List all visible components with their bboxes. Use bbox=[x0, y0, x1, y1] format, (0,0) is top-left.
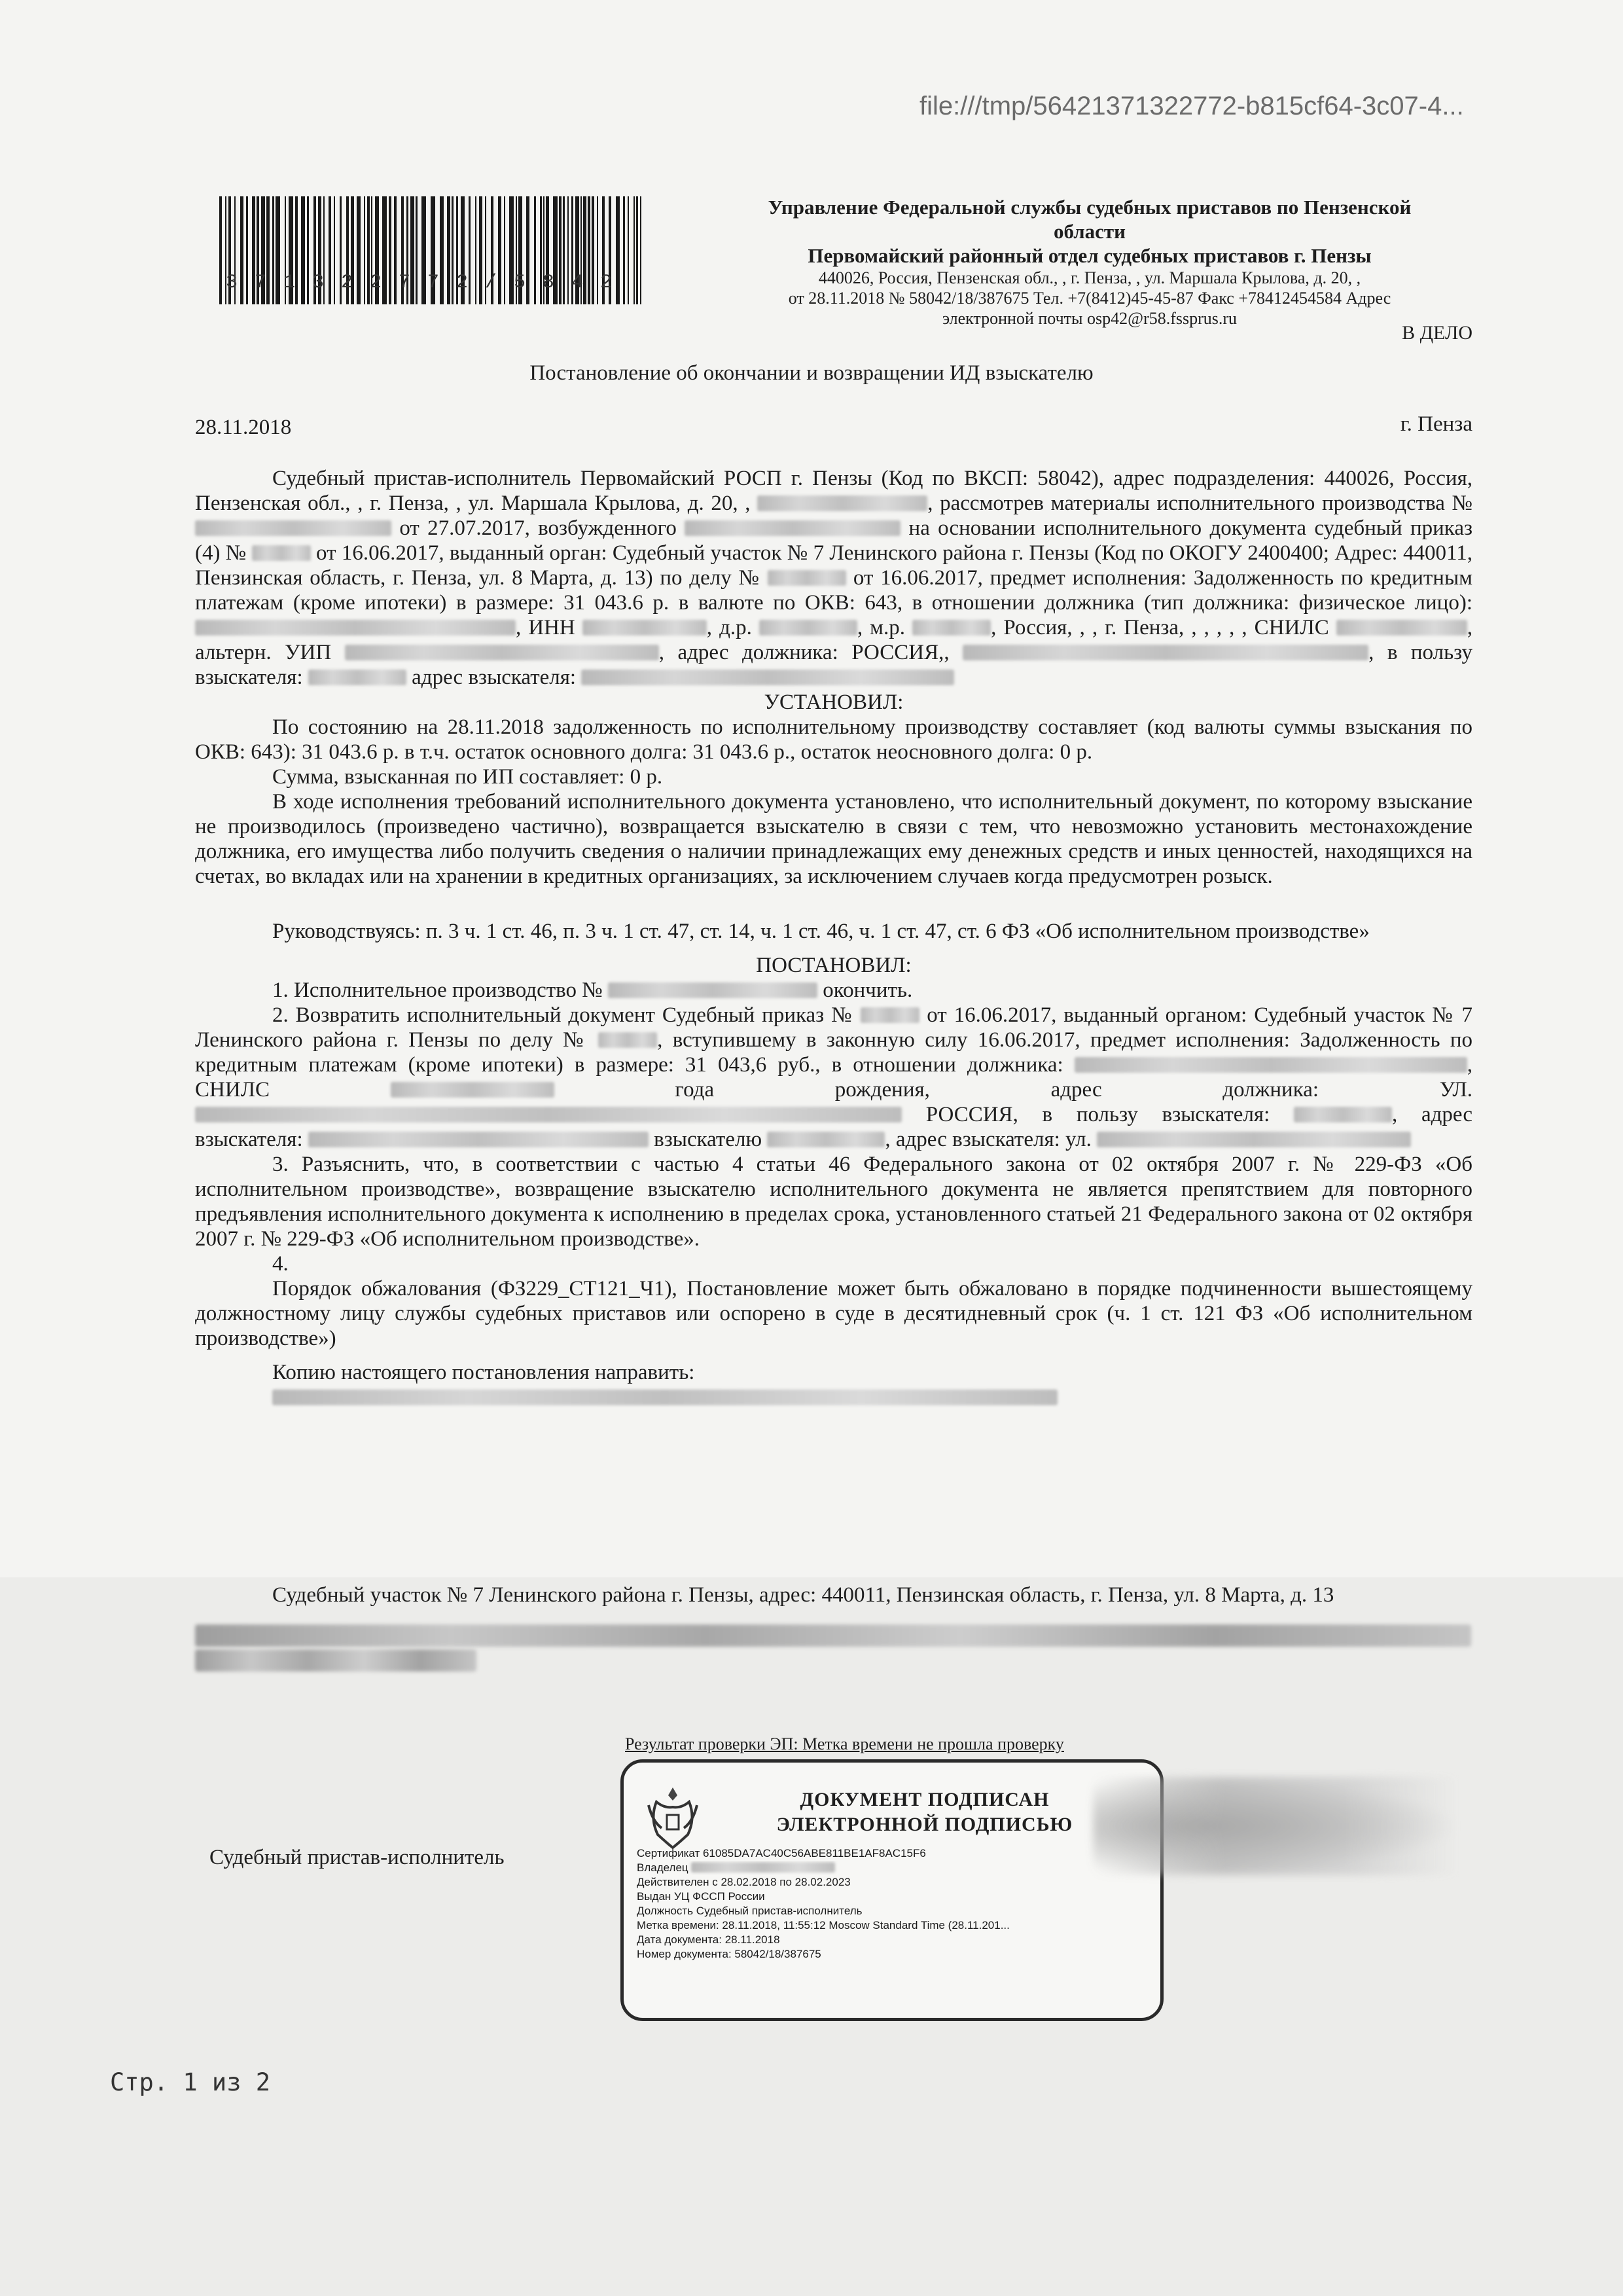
stamp-title: ДОКУМЕНТ ПОДПИСАН ЭЛЕКТРОННОЙ ПОДПИСЬЮ bbox=[776, 1789, 1073, 1835]
to-case-mark: В ДЕЛО bbox=[1402, 322, 1472, 344]
redacted-text bbox=[252, 545, 311, 561]
redacted-text bbox=[195, 520, 391, 536]
document-city: г. Пенза bbox=[1400, 412, 1472, 436]
document-header bbox=[700, 195, 1479, 329]
redacted-text bbox=[195, 1107, 902, 1122]
org-name-line2: области bbox=[1054, 220, 1126, 243]
stamp-certificate: Сертификат 61085DA7AC40C56ABE811BE1AF8AC15F6 bbox=[637, 1847, 926, 1859]
redacted-text bbox=[1075, 1057, 1467, 1073]
established-paragraph-2: Сумма, взысканная по ИП составляет: 0 р. bbox=[272, 765, 663, 789]
established-heading: УСТАНОВИЛ: bbox=[764, 691, 904, 714]
redacted-text bbox=[581, 670, 954, 685]
department-address: 440026, Россия, Пензенская обл., , г. Пенза, , ул. Маршала Крылова, д. 20, , bbox=[818, 268, 1361, 287]
stamp-details bbox=[637, 1846, 1147, 1962]
redacted-signature bbox=[1093, 1777, 1459, 1875]
redacted-text bbox=[691, 1862, 835, 1873]
document-body-continued bbox=[195, 1583, 1472, 1674]
barcode-number: 371322772/5842 bbox=[226, 272, 630, 294]
redacted-text bbox=[685, 520, 901, 536]
redacted-text bbox=[308, 1132, 649, 1147]
stamp-position: Должность Судебный пристав-исполнитель bbox=[637, 1905, 863, 1917]
redacted-text bbox=[1294, 1107, 1392, 1122]
redacted-text bbox=[1336, 620, 1467, 636]
established-paragraph-1: По состоянию на 28.11.2018 задолженность по исполнительному производству составляет (код валюты суммы взыскания по ОКВ: 643): 31 043.6 р. в т.ч. остаток основного долга: 31 043.6 р., остаток неосновного долга: 0 р. bbox=[195, 715, 1472, 764]
document-date: 28.11.2018 bbox=[195, 416, 292, 439]
redacted-text bbox=[767, 1132, 885, 1147]
redacted-text bbox=[308, 670, 406, 685]
redacted-text bbox=[598, 1032, 657, 1048]
redacted-text bbox=[757, 495, 927, 511]
guided-by-paragraph: Руководствуясь: п. 3 ч. 1 ст. 46, п. 3 ч. 1 ст. 47, ст. 14, ч. 1 ст. 46, ч. 1 ст. 47, ст. 6 ФЗ «Об исполнительном производстве» bbox=[272, 920, 1370, 943]
stamp-issuer: Выдан УЦ ФССП России bbox=[637, 1890, 765, 1903]
resolved-item-2: 2. Возвратить исполнительный документ Судебный приказ № от 16.06.2017, выданный органом: Судебный участок № 7 Ленинского района г. Пензы по делу № , вступившему в законную силу 16.06.2017, предмет исполнения: Задолженность по кредитным платежам (кроме ипотеки) в размере: 31 043,6 руб., в отношении должника: , СНИЛС года рождения, адрес должника: УЛ. РОССИЯ, в пользу взыскателя: , адрес взыскателя: взыскателю , адрес взыскателя: ул. bbox=[195, 1003, 1473, 1151]
stamp-owner: Владелец bbox=[637, 1861, 1147, 1875]
resolved-item-1: 1. Исполнительное производство № окончить. bbox=[272, 978, 913, 1002]
redacted-text bbox=[345, 645, 659, 660]
redacted-text bbox=[768, 570, 846, 586]
redacted-text bbox=[391, 1082, 554, 1098]
stamp-validity: Действителен с 28.02.2018 по 28.02.2023 bbox=[637, 1876, 851, 1888]
copy-recipient-1 bbox=[195, 1385, 1472, 1410]
barcode-bar bbox=[219, 196, 222, 304]
redacted-text bbox=[1097, 1132, 1411, 1147]
redacted-text bbox=[195, 1624, 1471, 1647]
department-name: Первомайский районный отдел судебных приставов г. Пензы bbox=[808, 244, 1372, 267]
redacted-text bbox=[912, 620, 991, 636]
redacted-text bbox=[195, 620, 516, 636]
document-body bbox=[195, 466, 1472, 1410]
org-name-line1: Управление Федеральной службы судебных приставов по Пензенской bbox=[768, 196, 1412, 219]
redacted-text bbox=[861, 1007, 919, 1023]
redacted-text bbox=[759, 620, 857, 636]
appeal-procedure: Порядок обжалования (ФЗ229_СТ121_Ч1), Постановление может быть обжаловано в порядке подчиненности вышестоящему должностному лицу службы судебных приставов или оспорено в суде в десятидневный срок (ч. 1 ст. 121 ФЗ «Об исполнительном производстве») bbox=[195, 1277, 1472, 1350]
copy-recipient-court: Судебный участок № 7 Ленинского района г. Пензы, адрес: 440011, Пензинская область, г. Пенза, ул. 8 Марта, д. 13 bbox=[272, 1583, 1334, 1607]
page-number: Стр. 1 из 2 bbox=[110, 2068, 271, 2096]
resolved-item-4: 4. bbox=[272, 1252, 289, 1276]
resolved-heading: ПОСТАНОВИЛ: bbox=[756, 954, 912, 977]
stamp-timestamp: Метка времени: 28.11.2018, 11:55:12 Moscow Standard Time (28.11.201... bbox=[637, 1919, 1010, 1931]
department-contacts: от 28.11.2018 № 58042/18/387675 Тел. +7(8412)45-45-87 Факс +78412454584 Адрес bbox=[788, 289, 1391, 308]
established-paragraph-3: В ходе исполнения требований исполнительного документа установлено, что исполнительный документ, по которому взыскание не производилось (произведено частично), возвращается взыскателю в связи с тем, что невозможно установить местонахождение должника, его имущества либо получить сведения о наличии принадлежащих ему денежных средств и иных ценностей, находящихся на счетах, во вкладах или на хранении в кредитных организациях, за исключением случаев когда предусмотрен розыск. bbox=[195, 790, 1472, 888]
electronic-signature-stamp bbox=[620, 1759, 1164, 2021]
copy-to-heading: Копию настоящего постановления направить: bbox=[272, 1361, 695, 1384]
file-url: file:///tmp/56421371322772-b815cf64-3c07-4... bbox=[919, 92, 1464, 120]
intro-paragraph: Судебный пристав-исполнитель Первомайский РОСП г. Пензы (Код по ВКСП: 58042), адрес подразделения: 440026, Россия, Пензенская обл., , г. Пенза, , ул. Маршала Крылова, д. 20, , , рассмотрев материалы исполнительного производства № от 27.07.2017, возбужденного на основании исполнительного документа судебный приказ (4) № от 16.06.2017, выданный орган: Судебный участок № 7 Ленинского района г. Пензы (Код по ОКОГУ 2400400; Адрес: 440011, Пензинская область, г. Пенза, ул. 8 Марта, д. 13) по делу № от 16.06.2017, предмет исполнения: Задолженность по кредитным платежам (кроме ипотеки) в размере: 31 043.6 р. в валюте по ОКВ: 643, в отношении должника (тип должника: физическое лицо): , ИНН , д.р. , м.р. , Россия, , , г. Пенза, , , , , , СНИЛС , альтерн. УИП , адрес должника: РОССИЯ,, , в пользу взыскателя: адрес взыскателя: bbox=[195, 467, 1473, 689]
stamp-doc-number: Номер документа: 58042/18/387675 bbox=[637, 1948, 821, 1960]
stamp-doc-date: Дата документа: 28.11.2018 bbox=[637, 1933, 780, 1946]
redacted-text bbox=[963, 645, 1368, 660]
redacted-text bbox=[608, 982, 817, 998]
coat-of-arms-icon bbox=[643, 1782, 702, 1854]
redacted-text bbox=[195, 1649, 476, 1672]
department-email: электронной почты osp42@r58.fssprus.ru bbox=[942, 309, 1238, 328]
document-title: Постановление об окончании и возвращении ИД взыскателю bbox=[529, 361, 1094, 385]
redacted-text bbox=[582, 620, 707, 636]
signature-check-result: Результат проверки ЭП: Метка времени не прошла проверку bbox=[625, 1734, 1064, 1753]
resolved-item-3: 3. Разъяснить, что, в соответствии с частью 4 статьи 46 Федерального закона от 02 октября 2007 г. № 229-ФЗ «Об исполнительном производстве», возвращение взыскателю исполнительного документа не является препятствием для повторного предъявления исполнительного документа к исполнению в пределах срока, установленного статьей 21 Федерального закона от 02 октября 2007 г. № 229-ФЗ «Об исполнительном производстве». bbox=[195, 1153, 1472, 1251]
signer-title: Судебный пристав-исполнитель bbox=[209, 1846, 505, 1869]
redacted-text bbox=[272, 1390, 1058, 1405]
